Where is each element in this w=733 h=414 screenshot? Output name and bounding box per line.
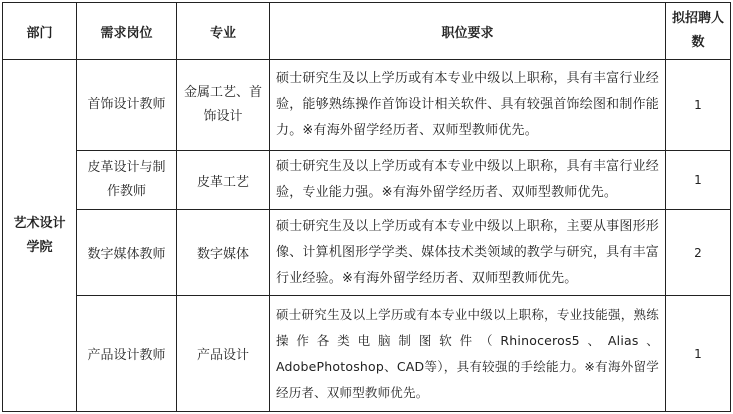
header-major: 专业 (177, 3, 270, 60)
requirements-cell: 硕士研究生及以上学历或有本专业中级以上职称，具有丰富行业经验，专业能力强。※有海外留学经历者、双师型教师优先。 (270, 151, 666, 210)
header-requirements: 职位要求 (270, 3, 666, 60)
position-cell: 首饰设计教师 (77, 60, 177, 151)
header-count: 拟招聘人数 (666, 3, 731, 60)
major-cell: 金属工艺、首饰设计 (177, 60, 270, 151)
table-row (3, 210, 731, 296)
header-dept: 部门 (3, 3, 77, 60)
requirements-cell: 硕士研究生及以上学历或有本专业中级以上职称，专业技能强，熟练操作各类电脑制图软件（Rhinoceros5、Alias、AdobePhotoshop、CAD等），具有较强的手绘能力。※有海外留学经历者、双师型教师优先。 (270, 296, 666, 412)
table-row (3, 151, 731, 210)
header-row (3, 3, 731, 60)
position-cell: 产品设计教师 (77, 296, 177, 412)
count-cell: 2 (666, 210, 731, 296)
recruitment-table (2, 2, 731, 412)
department-cell: 艺术设计学院 (3, 60, 77, 412)
major-cell: 产品设计 (177, 296, 270, 412)
position-cell: 皮革设计与制作教师 (77, 151, 177, 210)
requirements-cell: 硕士研究生及以上学历或有本专业中级以上职称，具有丰富行业经验，能够熟练操作首饰设计相关软件、具有较强首饰绘图和制作能力。※有海外留学经历者、双师型教师优先。 (270, 60, 666, 151)
table-row (3, 296, 731, 412)
count-cell: 1 (666, 151, 731, 210)
count-cell: 1 (666, 296, 731, 412)
header-position: 需求岗位 (77, 3, 177, 60)
table-row (3, 60, 731, 151)
count-cell: 1 (666, 60, 731, 151)
major-cell: 数字媒体 (177, 210, 270, 296)
major-cell: 皮革工艺 (177, 151, 270, 210)
requirements-cell: 硕士研究生及以上学历或有本专业中级以上职称，主要从事图形形像、计算机图形学学类、媒体技术类领域的教学与研究，具有丰富行业经验。※有海外留学经历者、双师型教师优先。 (270, 210, 666, 296)
position-cell: 数字媒体教师 (77, 210, 177, 296)
